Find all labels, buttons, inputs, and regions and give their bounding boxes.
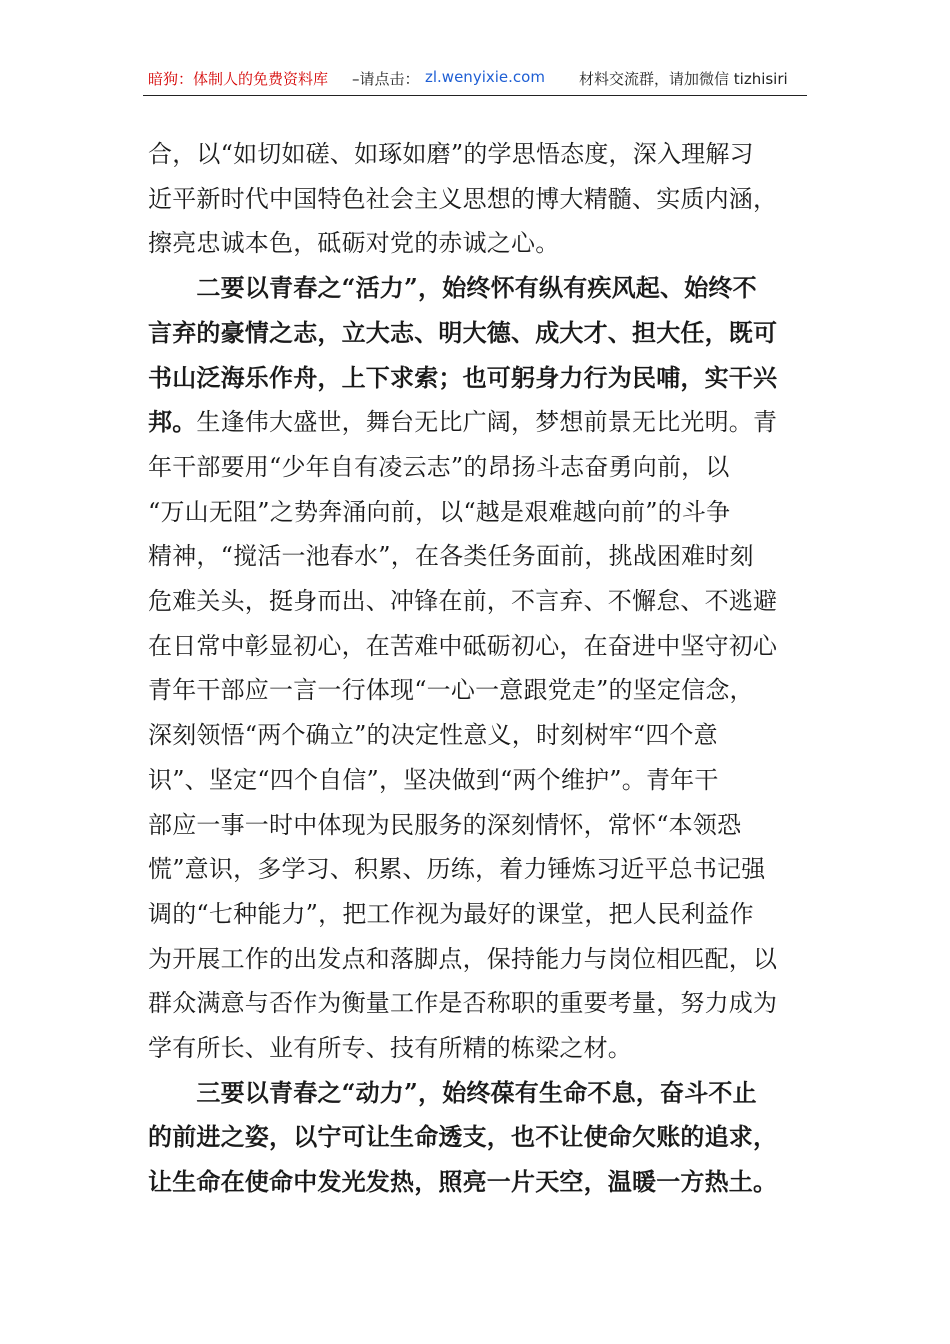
text-segment: 合，以“如切如磋、如琢如磨”的学思悟态度，深入理解习	[148, 140, 754, 168]
text-segment: 二要以青春之“活力”，始终怀有纵有疾风起、始终不	[148, 273, 757, 303]
header-click-prompt: –请点击：	[352, 70, 420, 88]
text-segment: 部应一事一时中体现为民服务的深刻情怀，常怀“本领恐	[148, 810, 742, 839]
text-line	[148, 765, 818, 795]
text-segment: 危难关头，挺身而出、冲锋在前，不言弃、不懈怠、不逃避	[148, 587, 778, 615]
header-link[interactable]: zl.wenyixie.com	[425, 68, 545, 86]
header-divider	[143, 95, 807, 96]
header-contact: 材料交流群，请加微信 tizhisiri	[579, 70, 788, 88]
text-segment: 群众满意与否作为衡量工作是否称职的重要考量，努力成为	[148, 989, 778, 1018]
text-segment: 书山泛海乐作舟，上下求索；也可躬身力行为民哺，实干兴	[148, 362, 778, 392]
text-line	[148, 139, 818, 169]
text-line	[148, 988, 818, 1018]
text-line	[148, 228, 818, 258]
text-segment: 调的“七种能力”，把工作视为最好的课堂，把人民利益作	[148, 899, 754, 928]
text-segment: 年干部要用“少年自有凌云志”的昂扬斗志奋勇向前，以	[148, 452, 730, 481]
text-segment: 识”、坚定“四个自信”，坚决做到“两个维护”。青年干	[148, 765, 719, 794]
text-segment: 三要以青春之“动力”，始终葆有生命不息，奋斗不止	[148, 1077, 757, 1107]
text-segment: 学有所长、业有所专、技有所精的栋梁之材。	[148, 1034, 632, 1062]
text-line	[148, 675, 818, 705]
text-segment: 精神，“搅活一池春水”，在各类任务面前，挑战困难时刻	[148, 542, 754, 571]
text-line	[148, 810, 818, 840]
text-segment: 深刻领悟“两个确立”的决定性意义，时刻树牢“四个意	[148, 721, 718, 750]
text-line	[148, 1122, 818, 1152]
text-line	[148, 273, 818, 303]
header-site-name: 暗狗：体制人的免费资料库	[148, 70, 329, 88]
text-line	[148, 1167, 818, 1197]
text-line	[148, 586, 818, 616]
text-line	[148, 541, 818, 571]
text-segment: 言弃的豪情之志，立大志、明大德、成大才、担大任，既可	[148, 317, 778, 347]
text-line	[148, 184, 818, 214]
text-line	[148, 631, 818, 661]
text-line	[148, 1033, 818, 1063]
text-segment: 近平新时代中国特色社会主义思想的博大精髓、实质内涵，	[148, 184, 778, 213]
text-line	[148, 452, 818, 482]
text-line	[148, 854, 818, 884]
text-segment: 生逢伟大盛世，舞台无比广阔，梦想前景无比光明。青	[196, 408, 778, 437]
text-line	[148, 363, 818, 393]
text-line	[148, 944, 818, 974]
text-segment: 慌”意识，多学习、积累、历练，着力锤炼习近平总书记强	[148, 855, 766, 884]
text-segment: “万山无阻”之势奔涌向前，以“越是艰难越向前”的斗争	[148, 497, 731, 526]
text-line	[148, 318, 818, 348]
text-line	[148, 899, 818, 929]
text-segment: 在日常中彰显初心，在苦难中砥砺初心，在奋进中坚守初心	[148, 631, 778, 660]
text-line	[148, 497, 818, 527]
text-segment: 让生命在使命中发光发热，照亮一片天空，温暖一方热土。	[148, 1167, 778, 1197]
text-segment: 青年干部应一言一行体现“一心一意跟党走”的坚定信念，	[148, 676, 754, 705]
text-segment: 擦亮忠诚本色，砥砺对党的赤诚之心。	[148, 229, 560, 258]
text-line	[148, 1078, 818, 1108]
text-segment: 的前进之姿，以宁可让生命透支，也不让使命欠账的追求，	[148, 1122, 778, 1152]
text-line	[148, 720, 818, 750]
text-segment: 为开展工作的出发点和落脚点，保持能力与岗位相匹配，以	[148, 944, 778, 973]
text-line	[148, 407, 818, 437]
page-header	[0, 68, 950, 92]
text-segment: 邦。	[148, 407, 197, 437]
